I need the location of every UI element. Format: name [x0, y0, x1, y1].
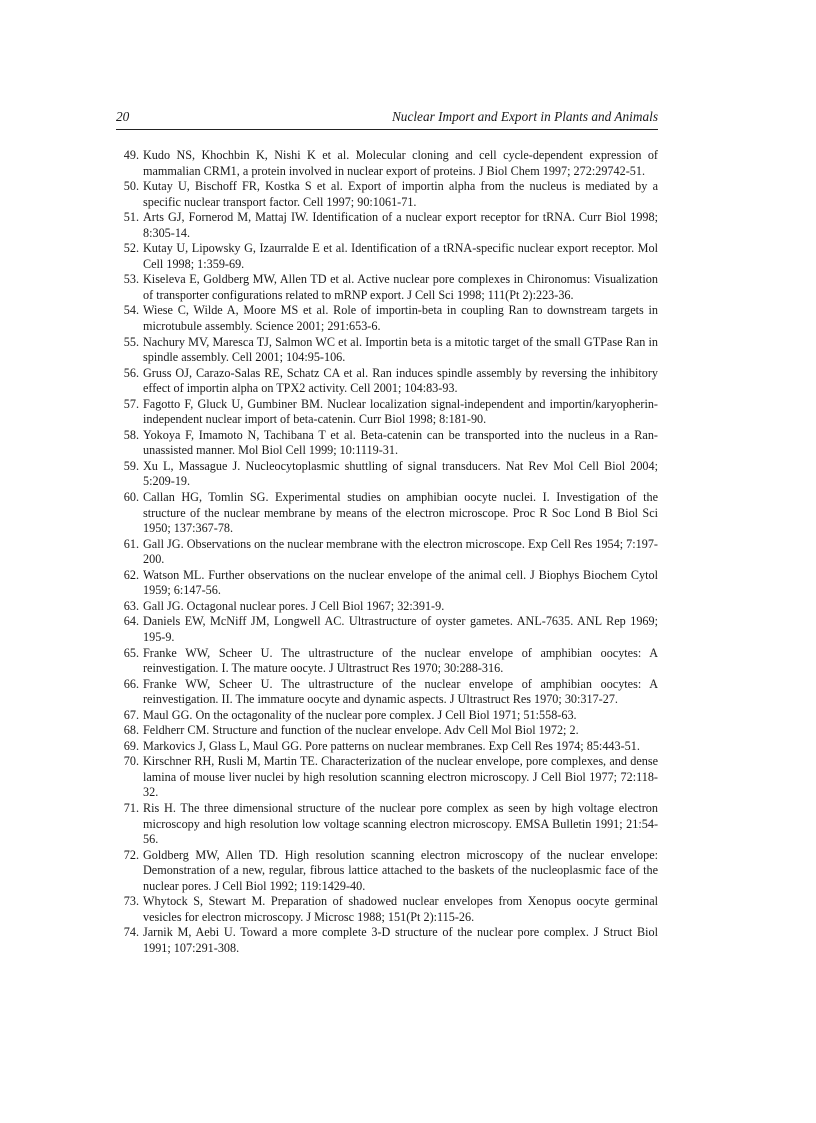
reference-number: 58.	[123, 427, 139, 442]
reference-text: Fagotto F, Gluck U, Gumbiner BM. Nuclear localization signal-independent and importin/karyopherin-independent nuclear import of beta-catenin. Curr Biol 1998; 8:181-90.	[143, 396, 658, 427]
reference-item	[116, 848, 658, 895]
reference-item	[116, 677, 658, 708]
reference-item	[116, 754, 658, 801]
reference-item	[116, 272, 658, 303]
reference-item	[116, 428, 658, 459]
reference-text: Kutay U, Lipowsky G, Izaurralde E et al. Identification of a tRNA-specific nuclear export receptor. Mol Cell 1998; 1:359-69.	[143, 241, 658, 271]
reference-text: Callan HG, Tomlin SG. Experimental studies on amphibian oocyte nuclei. I. Investigation of the structure of the nuclear membrane by means of the electron microscope. Proc R Soc Lond B Biol Sci 1950; 137:367-78.	[143, 490, 658, 536]
reference-number: 62.	[123, 567, 139, 582]
reference-text: Maul GG. On the octagonality of the nuclear pore complex. J Cell Biol 1971; 51:558-63.	[143, 707, 577, 722]
reference-text: Franke WW, Scheer U. The ultrastructure of the nuclear envelope of amphibian oocytes: A reinvestigation. II. The immature oocyte and dynamic aspects. J Ultrastruct Res 1970; 30:317-27.	[143, 676, 658, 707]
reference-item	[116, 708, 658, 724]
reference-text: Kutay U, Bischoff FR, Kostka S et al. Export of importin alpha from the nucleus is mediated by a specific nuclear transport factor. Cell 1997; 90:1061-71.	[143, 179, 658, 209]
reference-item	[116, 599, 658, 615]
reference-item	[116, 723, 658, 739]
reference-item	[116, 459, 658, 490]
reference-number: 72.	[123, 847, 139, 862]
reference-item	[116, 614, 658, 645]
reference-text: Goldberg MW, Allen TD. High resolution scanning electron microscopy of the nuclear envelope: Demonstration of a new, regular, fibrous lattice attached to the baskets of the nucleoplasmic face of the nuclear pores. J Cell Biol 1992; 119:1429-40.	[143, 847, 658, 893]
reference-text: Feldherr CM. Structure and function of the nuclear envelope. Adv Cell Mol Biol 1972; 2.	[143, 723, 579, 738]
reference-text: Gall JG. Octagonal nuclear pores. J Cell Biol 1967; 32:391-9.	[143, 598, 445, 613]
reference-text: Yokoya F, Imamoto N, Tachibana T et al. Beta-catenin can be transported into the nucleus in a Ran-unassisted manner. Mol Biol Cell 1999; 10:1119-31.	[143, 427, 658, 458]
reference-number: 55.	[123, 334, 139, 349]
running-title: Nuclear Import and Export in Plants and Animals	[391, 109, 658, 124]
reference-item	[116, 490, 658, 537]
reference-text: Franke WW, Scheer U. The ultrastructure of the nuclear envelope of amphibian oocytes: A reinvestigation. I. The mature oocyte. J Ultrastruct Res 1970; 30:288-316.	[143, 645, 658, 676]
reference-number: 52.	[123, 241, 139, 256]
reference-text: Arts GJ, Fornerod M, Mattaj IW. Identification of a nuclear export receptor for tRNA. Curr Biol 1998; 8:305-14.	[143, 210, 658, 240]
reference-number: 50.	[123, 179, 139, 194]
reference-item	[116, 925, 658, 956]
reference-text: Xu L, Massague J. Nucleocytoplasmic shuttling of signal transducers. Nat Rev Mol Cell Biol 2004; 5:209-19.	[143, 458, 658, 489]
reference-item	[116, 148, 658, 179]
reference-number: 61.	[123, 536, 139, 551]
reference-number: 56.	[123, 365, 139, 380]
reference-item	[116, 179, 658, 210]
reference-item	[116, 397, 658, 428]
reference-item	[116, 366, 658, 397]
reference-text: Kirschner RH, Rusli M, Martin TE. Characterization of the nuclear envelope, pore complexes, and dense lamina of mouse liver nuclei by high resolution scanning electron microscopy. J Cell Biol 1977; 72:118-32.	[143, 754, 658, 800]
reference-number: 60.	[123, 490, 139, 505]
reference-text: Kudo NS, Khochbin K, Nishi K et al. Molecular cloning and cell cycle-dependent expression of mammalian CRM1, a protein involved in nuclear export of proteins. J Biol Chem 1997; 272:29742-51.	[143, 148, 658, 178]
reference-number: 67.	[123, 707, 139, 722]
reference-number: 57.	[123, 396, 139, 411]
reference-item	[116, 210, 658, 241]
reference-number: 59.	[123, 458, 139, 473]
reference-item	[116, 303, 658, 334]
reference-text: Gruss OJ, Carazo-Salas RE, Schatz CA et al. Ran induces spindle assembly by reversing the inhibitory effect of importin alpha on TPX2 activity. Cell 2001; 104:83-93.	[143, 365, 658, 396]
reference-text: Gall JG. Observations on the nuclear membrane with the electron microscope. Exp Cell Res 1954; 7:197-200.	[143, 536, 658, 567]
reference-item	[116, 739, 658, 755]
reference-number: 51.	[123, 210, 139, 225]
reference-text: Watson ML. Further observations on the nuclear envelope of the animal cell. J Biophys Biochem Cytol 1959; 6:147-56.	[143, 567, 658, 598]
reference-item	[116, 241, 658, 272]
reference-number: 69.	[123, 738, 139, 753]
reference-text: Wiese C, Wilde A, Moore MS et al. Role of importin-beta in coupling Ran to downstream targets in microtubule assembly. Science 2001; 291:653-6.	[143, 303, 658, 334]
reference-text: Whytock S, Stewart M. Preparation of shadowed nuclear envelopes from Xenopus oocyte germinal vesicles for electron microscopy. J Microsc 1988; 151(Pt 2):115-26.	[143, 894, 658, 924]
reference-item	[116, 335, 658, 366]
reference-number: 63.	[123, 598, 139, 613]
reference-number: 70.	[123, 754, 139, 769]
reference-item	[116, 568, 658, 599]
header-rule	[116, 129, 658, 130]
reference-number: 73.	[123, 894, 139, 909]
reference-number: 54.	[123, 303, 139, 318]
reference-text: Nachury MV, Maresca TJ, Salmon WC et al. Importin beta is a mitotic target of the small GTPase Ran in spindle assembly. Cell 2001; 104:95-106.	[143, 334, 658, 365]
reference-text: Daniels EW, McNiff JM, Longwell AC. Ultrastructure of oyster gametes. ANL-7635. ANL Rep 1969; 195-9.	[143, 614, 658, 644]
reference-number: 74.	[123, 925, 139, 940]
reference-text: Kiseleva E, Goldberg MW, Allen TD et al. Active nuclear pore complexes in Chironomus: Visualization of transporter configurations related to mRNP export. J Cell Sci 1998; 111(Pt 2):223-36.	[143, 272, 658, 302]
reference-item	[116, 537, 658, 568]
reference-number: 68.	[123, 723, 139, 738]
reference-number: 53.	[123, 272, 139, 287]
reference-number: 64.	[123, 614, 139, 629]
reference-number: 66.	[123, 676, 139, 691]
reference-text: Markovics J, Glass L, Maul GG. Pore patterns on nuclear membranes. Exp Cell Res 1974; 85:443-51.	[143, 738, 640, 753]
running-header	[116, 109, 658, 125]
reference-item	[116, 646, 658, 677]
reference-item	[116, 801, 658, 848]
reference-item	[116, 894, 658, 925]
reference-number: 49.	[123, 148, 139, 162]
reference-text: Jarnik M, Aebi U. Toward a more complete 3-D structure of the nuclear pore complex. J Struct Biol 1991; 107:291-308.	[143, 925, 658, 955]
reference-number: 65.	[123, 645, 139, 660]
reference-text: Ris H. The three dimensional structure of the nuclear pore complex as seen by high voltage electron microscopy and high resolution low voltage scanning electron microscopy. EMSA Bulletin 1991; 21:54-56.	[143, 800, 658, 847]
reference-number: 71.	[123, 800, 139, 815]
reference-list	[116, 148, 658, 956]
page-number: 20	[116, 109, 130, 124]
